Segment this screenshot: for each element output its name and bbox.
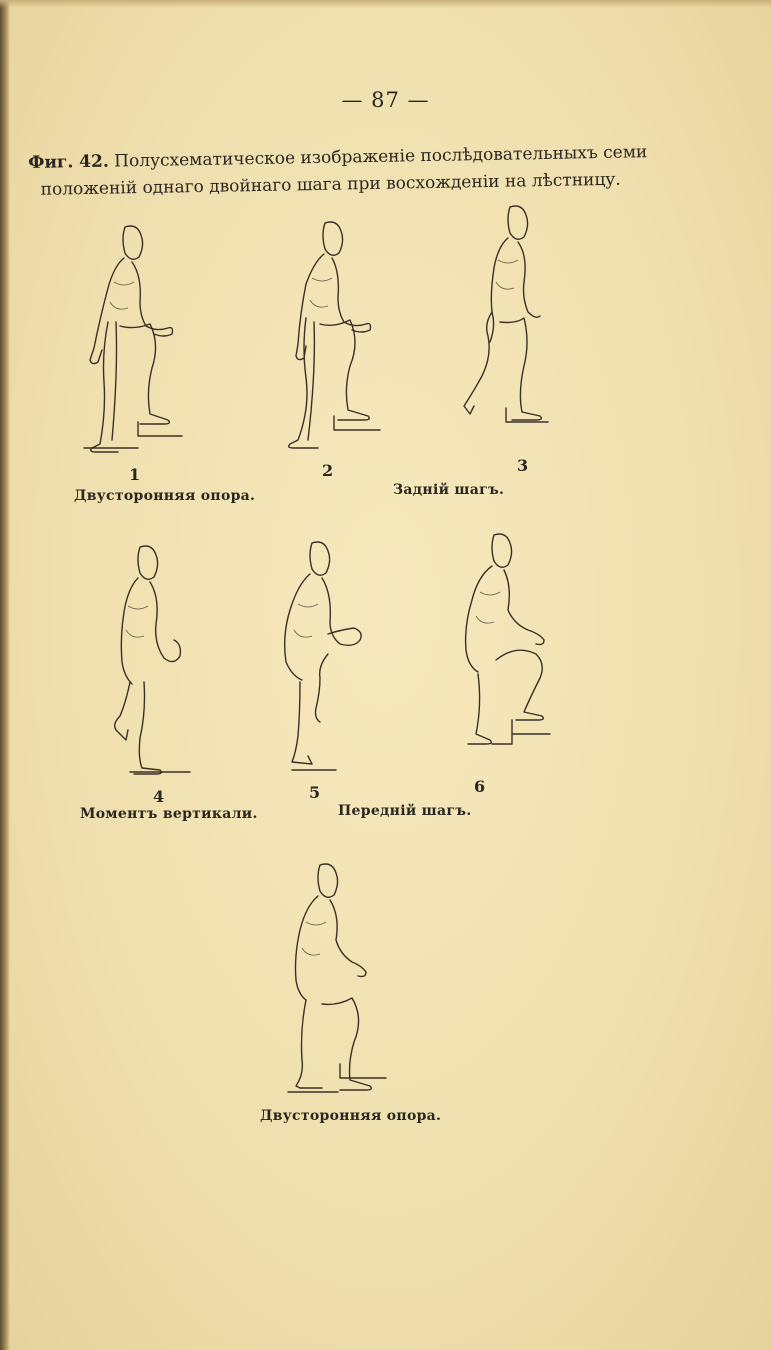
figure-5-number: 5: [309, 783, 321, 802]
page-top-shadow: [0, 0, 771, 8]
caption-line-2: положенiй однаго двойнаго шага при восхожденiи на лѣстницу.: [40, 169, 621, 200]
figure-3-illustration: [462, 202, 562, 432]
label-bilateral-support-1: Двусторонняя опора.: [74, 488, 256, 504]
figure-caption: [28, 139, 649, 204]
label-bilateral-support-2: Двусторонняя опора.: [260, 1108, 442, 1124]
figure-6-illustration: [456, 530, 556, 765]
figure-1-illustration: [80, 222, 190, 457]
figure-6-number: 6: [474, 777, 486, 796]
label-rear-step: Заднiй шагъ.: [393, 482, 505, 498]
label-front-step: Переднiй шагъ.: [338, 803, 472, 819]
figure-4-illustration: [110, 542, 200, 777]
page-edge-shadow: [0, 0, 10, 1350]
figure-5-illustration: [278, 538, 373, 773]
figure-7-illustration: [282, 860, 392, 1100]
label-vertical-moment: Моментъ вертикали.: [80, 806, 258, 822]
figure-3-number: 3: [517, 456, 529, 475]
figure-2-number: 2: [322, 461, 334, 480]
page-number: — 87 —: [341, 88, 430, 112]
figure-1-number: 1: [129, 465, 141, 484]
caption-line-1: Полусхематическое изображенiе послѣдовательныхъ семи: [114, 142, 648, 172]
figure-label: Фиг. 42.: [28, 151, 109, 173]
figure-4-number: 4: [153, 787, 165, 806]
figure-2-illustration: [280, 218, 390, 456]
